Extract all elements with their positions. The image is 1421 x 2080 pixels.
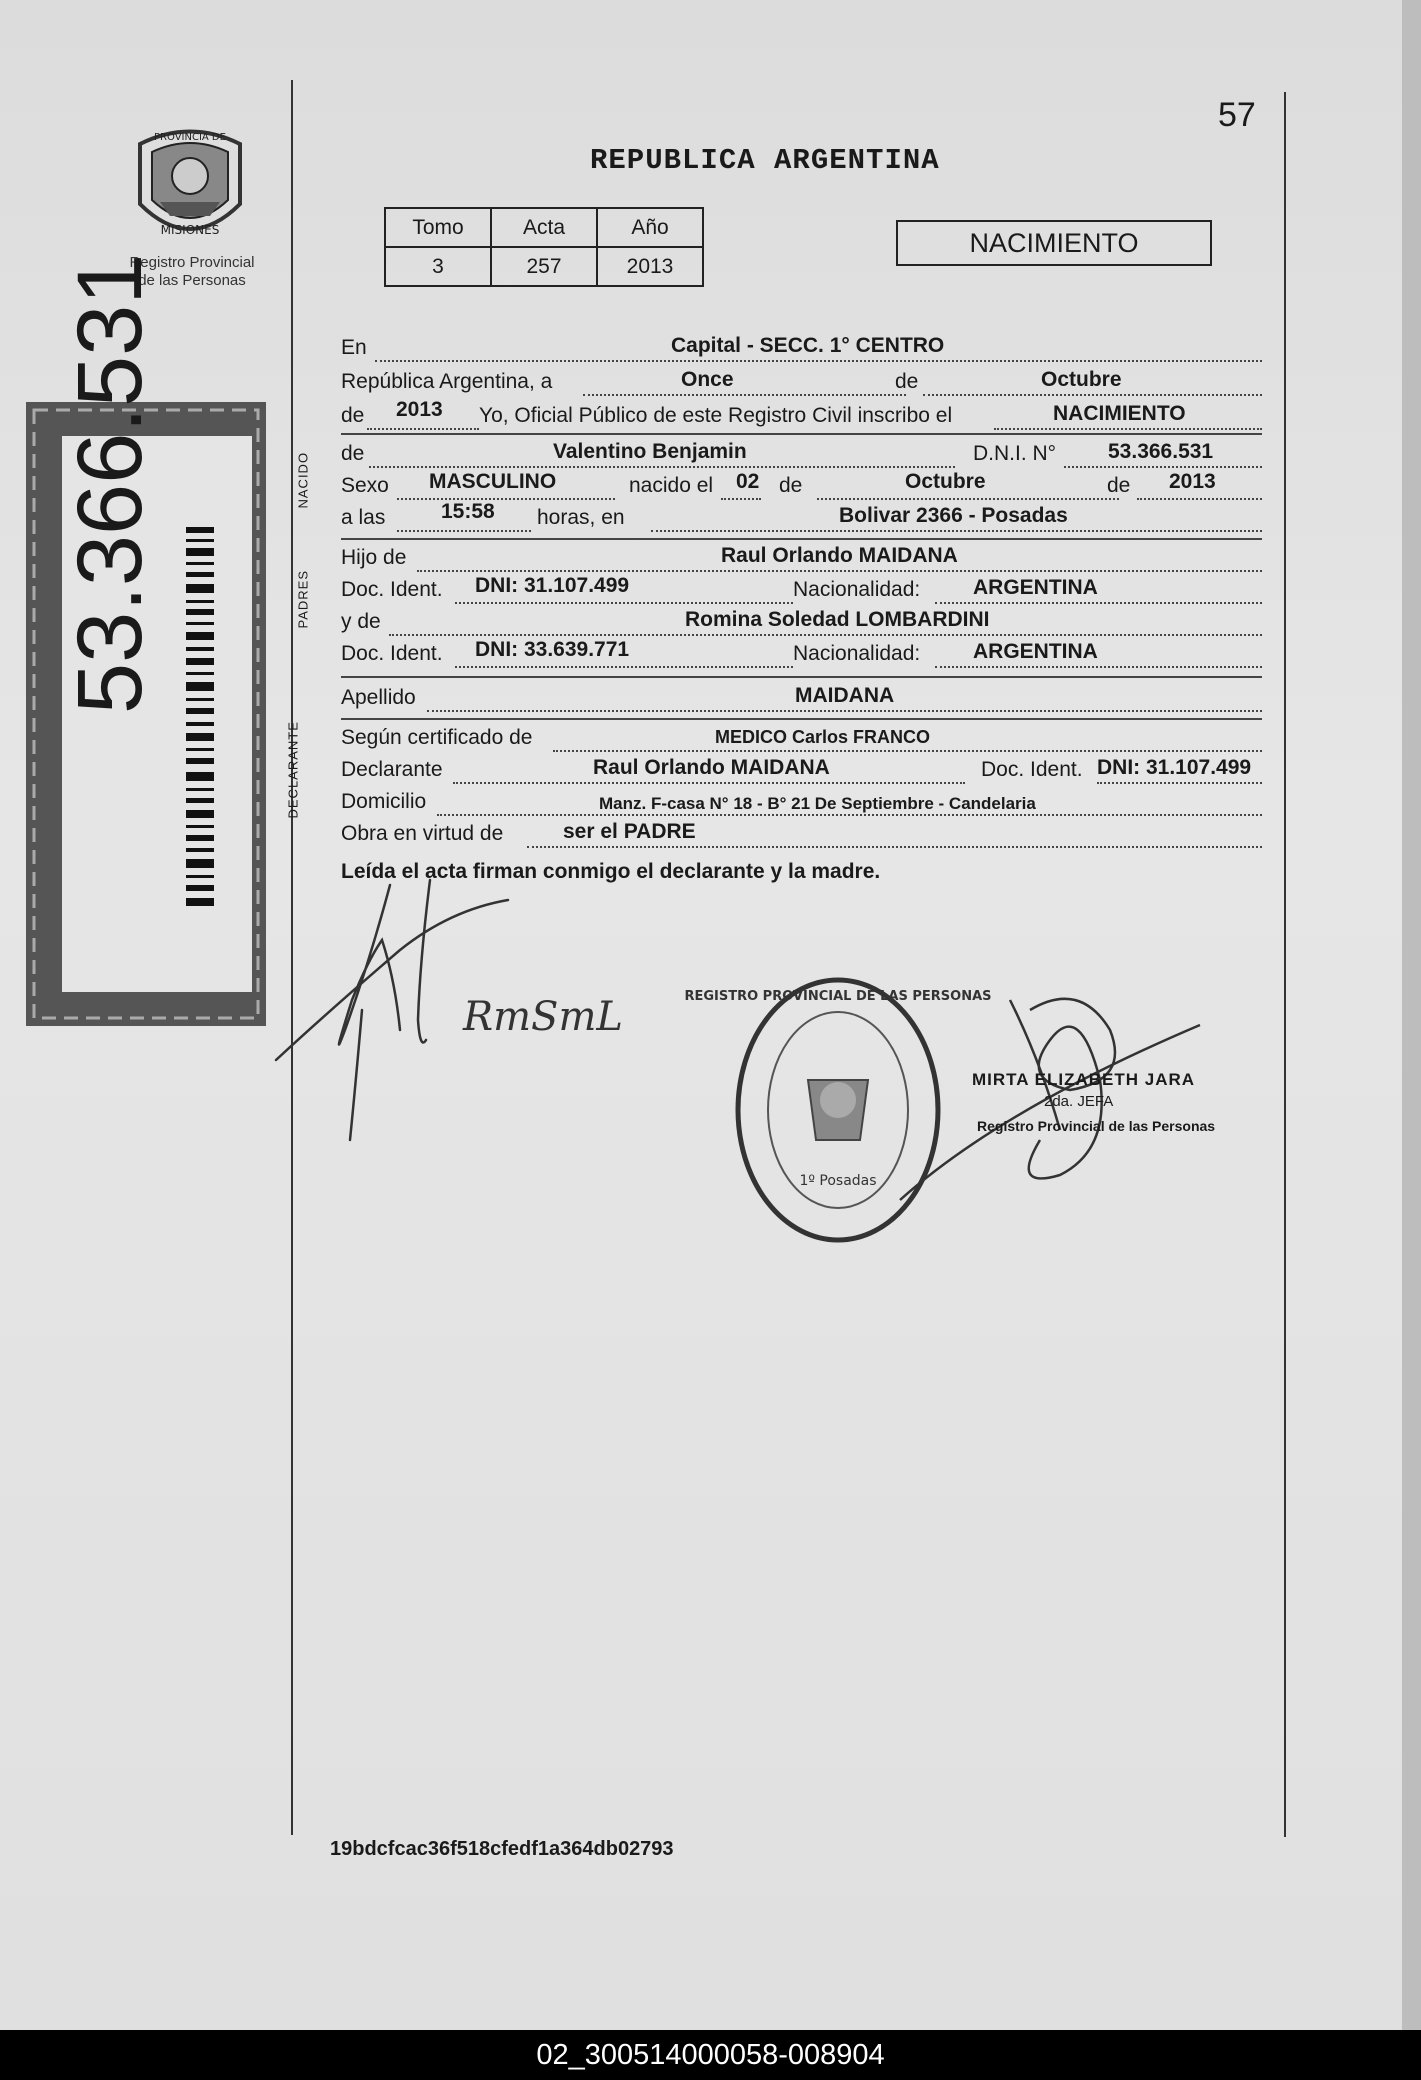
label-yo: Yo, Oficial Público de este Registro Civil inscribo el [479, 404, 953, 427]
value-declarante: Raul Orlando MAIDANA [593, 756, 830, 779]
document-hash: 19bdcfcac36f518cfedf1a364db02793 [330, 1838, 674, 1860]
side-label-declarante-text: DECLARANTE [285, 721, 301, 819]
label-en: En [341, 336, 367, 359]
official-name: MIRTA ELIZABETH JARA [972, 1070, 1196, 1089]
value-en: Capital - SECC. 1° CENTRO [671, 334, 945, 357]
label-doc-madre: Doc. Ident. [341, 642, 443, 665]
value-inscribo: NACIMIENTO [1053, 402, 1186, 425]
header-tomo: Tomo [385, 208, 491, 247]
value-nombre: Valentino Benjamin [553, 440, 747, 463]
label-obra: Obra en virtud de [341, 822, 504, 845]
value-nac-mes: Octubre [905, 470, 986, 493]
value-anio: 2013 [396, 398, 443, 421]
seal-inner-text: 1º Posadas [799, 1173, 877, 1189]
value-dni: 53.366.531 [1108, 440, 1214, 463]
label-segun: Según certificado de [341, 726, 533, 749]
label-de-anio: de [341, 404, 365, 427]
label-sexo: Sexo [341, 474, 389, 497]
label-de-nombre: de [341, 442, 365, 465]
label-nacido-el: nacido el [629, 474, 714, 497]
value-anio: 2013 [597, 247, 703, 286]
label-doc-declarante: Doc. Ident. [981, 758, 1083, 781]
value-dia: Once [681, 368, 734, 391]
barcode-number: 53.366.531 [59, 253, 161, 714]
label-declarante: Declarante [341, 758, 443, 781]
header-anio: Año [597, 208, 703, 247]
value-obra: ser el PADRE [563, 820, 696, 843]
value-mes: Octubre [1041, 368, 1122, 391]
side-label-padres-text: PADRES [295, 570, 311, 629]
label-hijo-de: Hijo de [341, 546, 407, 569]
label-nacionalidad-padre: Nacionalidad: [793, 578, 921, 601]
value-madre-nac: ARGENTINA [973, 640, 1098, 663]
value-tomo: 3 [385, 247, 491, 286]
official-role: 2da. JEFA [1044, 1093, 1114, 1110]
label-y-de: y de [341, 610, 381, 633]
value-sexo: MASCULINO [429, 470, 557, 493]
label-domicilio: Domicilio [341, 790, 427, 813]
label-dni: D.N.I. N° [973, 442, 1057, 465]
label-de-nac-anio: de [1107, 474, 1131, 497]
record-type-box: NACIMIENTO [896, 220, 1212, 266]
label-doc-padre: Doc. Ident. [341, 578, 443, 601]
value-padre-nac: ARGENTINA [973, 576, 1098, 599]
value-acta: 257 [491, 247, 597, 286]
value-lugar: Bolivar 2366 - Posadas [839, 504, 1068, 527]
label-apellido: Apellido [341, 686, 416, 709]
label-horas-en: horas, en [537, 506, 625, 529]
value-apellido: MAIDANA [795, 684, 895, 707]
svg-text:PROVINCIA DE: PROVINCIA DE [154, 132, 226, 143]
official-office: Registro Provincial de las Personas [977, 1118, 1216, 1134]
label-nacionalidad-madre: Nacionalidad: [793, 642, 921, 665]
logo-caption-line-2: de las Personas [138, 272, 246, 289]
signature-madre: RmSmL [463, 994, 623, 1040]
label-de-mes: de [779, 474, 803, 497]
document-heading: REPUBLICA ARGENTINA [590, 144, 940, 177]
logo-caption-line-1: Registro Provincial [129, 254, 255, 271]
closing-statement: Leída el acta firman conmigo el declarante y la madre. [341, 860, 881, 883]
side-label-nacido-text: NACIDO [295, 451, 311, 509]
value-domicilio: Manz. F-casa N° 18 - B° 21 De Septiembre - Candelaria [599, 794, 1036, 813]
value-madre: Romina Soledad LOMBARDINI [685, 608, 990, 631]
value-madre-doc: DNI: 33.639.771 [475, 638, 630, 661]
label-republica: República Argentina, a [341, 370, 553, 393]
value-padre-doc: DNI: 31.107.499 [475, 574, 630, 597]
svg-text:MISIONES: MISIONES [160, 223, 220, 237]
page-number: 57 [1218, 96, 1256, 134]
value-certificado: MEDICO Carlos FRANCO [715, 727, 931, 747]
label-a-las: a las [341, 506, 386, 529]
header-acta: Acta [491, 208, 597, 247]
value-nac-anio: 2013 [1169, 470, 1216, 493]
value-hora: 15:58 [441, 500, 495, 523]
label-de: de [895, 370, 919, 393]
value-padre: Raul Orlando MAIDANA [721, 544, 958, 567]
seal-ring-text: REGISTRO PROVINCIAL DE LAS PERSONAS [684, 989, 992, 1004]
official-seal [684, 980, 991, 1240]
value-declarante-doc: DNI: 31.107.499 [1097, 756, 1252, 779]
footer-code-bar: 02_300514000058-008904 [0, 2030, 1421, 2080]
value-nac-dia: 02 [736, 470, 760, 493]
